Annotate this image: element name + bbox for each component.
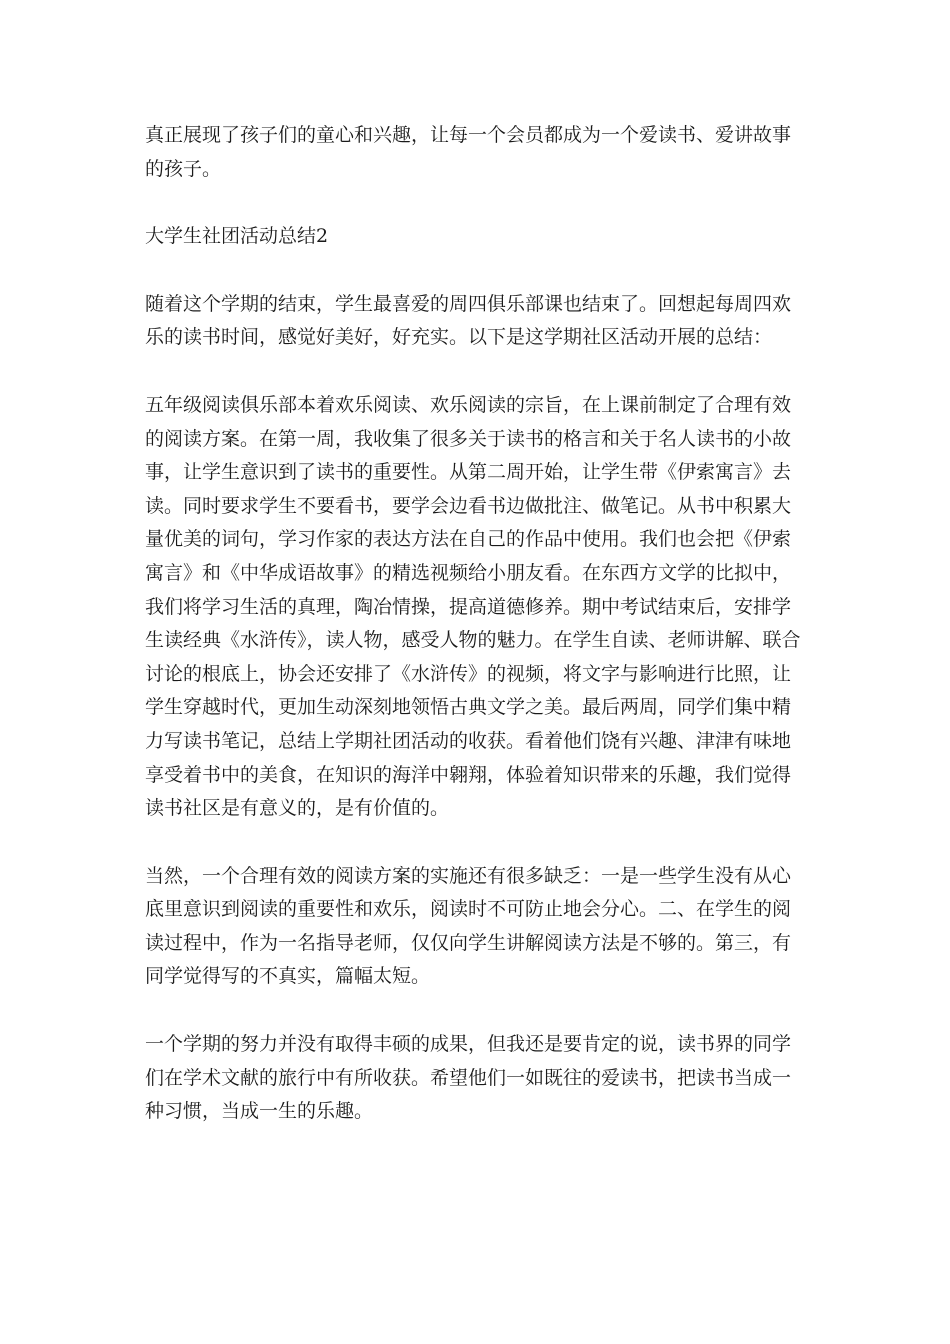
document-body	[145, 119, 805, 1129]
paragraph-shortcomings: 当然，一个合理有效的阅读方案的实施还有很多缺乏：一是一些学生没有从心底里意识到阅读的重要性和欢乐，阅读时不可防止地会分心。二、在学生的阅读过程中，作为一名指导老师，仅仅向学生讲解阅读方法是不够的。第三，有同学觉得写的不真实，篇幅太短。	[145, 864, 792, 988]
paragraph-gap	[145, 994, 805, 1028]
paragraph-intro-continuation: 真正展现了孩子们的童心和兴趣，让每一个会员都成为一个爱读书、爱讲故事的孩子。	[145, 124, 792, 180]
paragraph-gap	[145, 186, 805, 220]
paragraph-gap	[145, 355, 805, 389]
section-heading: 大学生社团活动总结2	[145, 225, 329, 248]
paragraph-opening: 随着这个学期的结束，学生最喜爱的周四俱乐部课也结束了。回想起每周四欢乐的读书时间，感觉好美好，好充实。以下是这学期社区活动开展的总结：	[145, 292, 792, 349]
paragraph-conclusion: 一个学期的努力并没有取得丰硕的成果，但我还是要肯定的说，读书界的同学们在学术文献的旅行中有所收获。希望他们一如既往的爱读书，把读书当成一种习惯，当成一生的乐趣。	[145, 1033, 792, 1123]
paragraph-activities: 五年级阅读俱乐部本着欢乐阅读、欢乐阅读的宗旨，在上课前制定了合理有效的阅读方案。在第一周，我收集了很多关于读书的格言和关于名人读书的小故事，让学生意识到了读书的重要性。从第二周开始，让学生带《伊索寓言》去读。同时要求学生不要看书，要学会边看书边做批注、做笔记。从书中积累大量优美的词句，学习作家的表达方法在自己的作品中使用。我们也会把《伊索寓言》和《中华成语故事》的精选视频给小朋友看。在东西方文学的比拟中，我们将学习生活的真理，陶冶情操，提高道德修养。期中考试结束后，安排学生读经典《水浒传》，读人物，感受人物的魅力。在学生自读、老师讲解、联合讨论的根底上，协会还安排了《水浒传》的视频，将文字与影响进行比照，让学生穿越时代，更加生动深刻地领悟古典文学之美。最后两周，同学们集中精力写读书笔记，总结上学期社团活动的收获。看着他们饶有兴趣、津津有味地享受着书中的美食，在知识的海洋中翱翔，体验着知识带来的乐趣，我们觉得读书社区是有意义的，是有价值的。	[145, 393, 801, 820]
paragraph-gap	[145, 826, 805, 860]
paragraph-gap	[145, 254, 805, 288]
